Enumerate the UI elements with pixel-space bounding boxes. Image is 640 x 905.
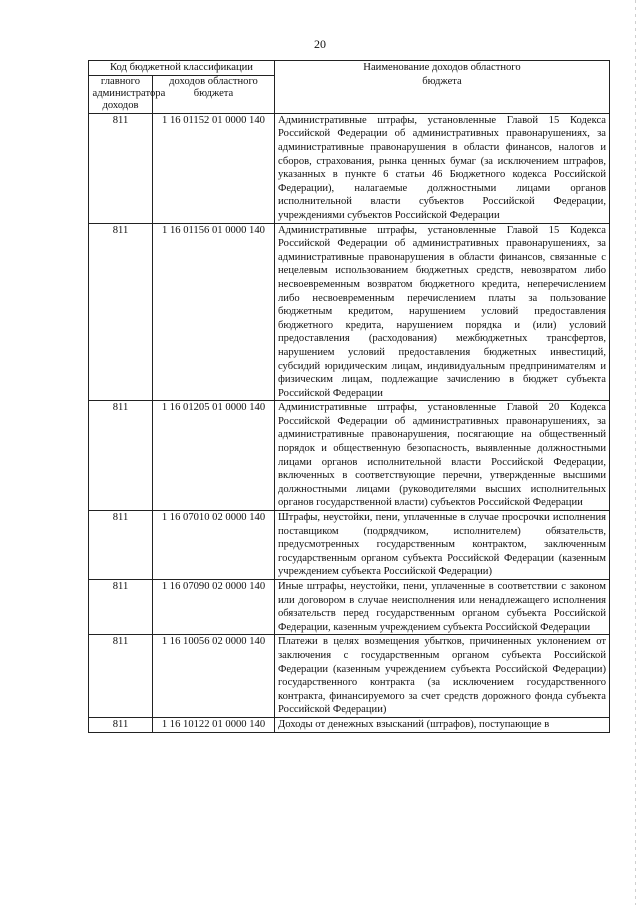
table-row	[89, 717, 610, 732]
admin-code-cell: 811	[89, 401, 153, 511]
code-column-header: доходов областного бюджета	[153, 75, 275, 113]
income-code-cell: 1 16 01156 01 0000 140	[153, 223, 275, 401]
table-row	[89, 113, 610, 223]
income-name-cell: Административные штрафы, установленные Главой 15 Кодекса Российской Федерации об административных правонарушениях, за административные правонарушения в области финансов, связанные с нецелевым использованием бюджетных средств, невозвратом либо несвоевременным возвратом бюджетного кредита, неперечислением либо несвоевременным перечислением платы за пользование бюджетным кредитом, нарушением условий предоставления бюджетного кредита, нарушением порядка и (или) условий предоставления (расходования) межбюджетных трансфертов, нарушением условий предоставления бюджетных инвестиций, субсидий юридическим лицам, индивидуальным предпринимателям и физическим лицам, подлежащие зачислению в бюджет субъекта Российской Федерации	[275, 223, 610, 401]
income-code-cell: 1 16 01205 01 0000 140	[153, 401, 275, 511]
income-code-cell: 1 16 10056 02 0000 140	[153, 635, 275, 718]
admin-code-cell: 811	[89, 113, 153, 223]
admin-code-cell: 811	[89, 223, 153, 401]
income-name-cell: Иные штрафы, неустойки, пени, уплаченные в соответствии с законом или договором в случае неисполнения или ненадлежащего исполнения обязательств перед государственным органом субъекта Российской Федерации, казенным учреждением субъекта Российской Федерации	[275, 580, 610, 635]
admin-code-cell: 811	[89, 635, 153, 718]
name-column-header: Наименование доходов областного бюджета	[275, 61, 610, 114]
table-row	[89, 635, 610, 718]
budget-classification-table	[88, 60, 610, 733]
scan-edge-mark	[635, 0, 636, 905]
table-row	[89, 580, 610, 635]
income-name-cell: Административные штрафы, установленные Главой 15 Кодекса Российской Федерации об административных правонарушениях, за административные правонарушения в области финансов, налогов и сборов, страхования, рынка ценных бумаг (за исключением штрафов, указанных в пункте 6 статьи 46 Бюджетного кодекса Российской Федерации), налагаемые должностными лицами органов исполнительной власти субъектов Российской Федерации, учреждениями субъектов Российской Федерации	[275, 113, 610, 223]
income-code-cell: 1 16 07090 02 0000 140	[153, 580, 275, 635]
admin-code-cell: 811	[89, 511, 153, 580]
admin-code-cell: 811	[89, 717, 153, 732]
admin-column-header: главного администратора доходов	[89, 75, 153, 113]
table-row	[89, 511, 610, 580]
income-name-cell: Штрафы, неустойки, пени, уплаченные в случае просрочки исполнения поставщиком (подрядчиком, исполнителем) обязательств, предусмотренных государственным контрактом, заключенным государственным органом субъекта Российской Федерации (казенным учреждением субъекта Российской Федерации)	[275, 511, 610, 580]
admin-code-cell: 811	[89, 580, 153, 635]
income-name-cell: Платежи в целях возмещения убытков, причиненных уклонением от заключения с государственным органом субъекта Российской Федерации (казенным учреждением субъекта Российской Федерации) государственного контракта (за исключением государственного контракта, финансируемого за счет средств дорожного фонда субъекта Российской Федерации)	[275, 635, 610, 718]
income-code-cell: 1 16 07010 02 0000 140	[153, 511, 275, 580]
page-number: 20	[314, 37, 326, 51]
table-row	[89, 401, 610, 511]
income-name-cell: Доходы от денежных взысканий (штрафов), поступающие в	[275, 717, 610, 732]
income-code-cell: 1 16 10122 01 0000 140	[153, 717, 275, 732]
table-row	[89, 223, 610, 401]
income-name-cell: Административные штрафы, установленные Главой 20 Кодекса Российской Федерации об административных правонарушениях, за административные правонарушения, посягающие на общественный порядок и общественную безопасность, выявленные должностными лицами органов исполнительной власти Российской Федерации, включенных в соответствующие перечни, утвержденные высшими должностными лицами (руководителями высших исполнительных органов государственной власти) субъектов Российской Федерации	[275, 401, 610, 511]
income-code-cell: 1 16 01152 01 0000 140	[153, 113, 275, 223]
classification-code-header: Код бюджетной классификации	[89, 61, 275, 76]
